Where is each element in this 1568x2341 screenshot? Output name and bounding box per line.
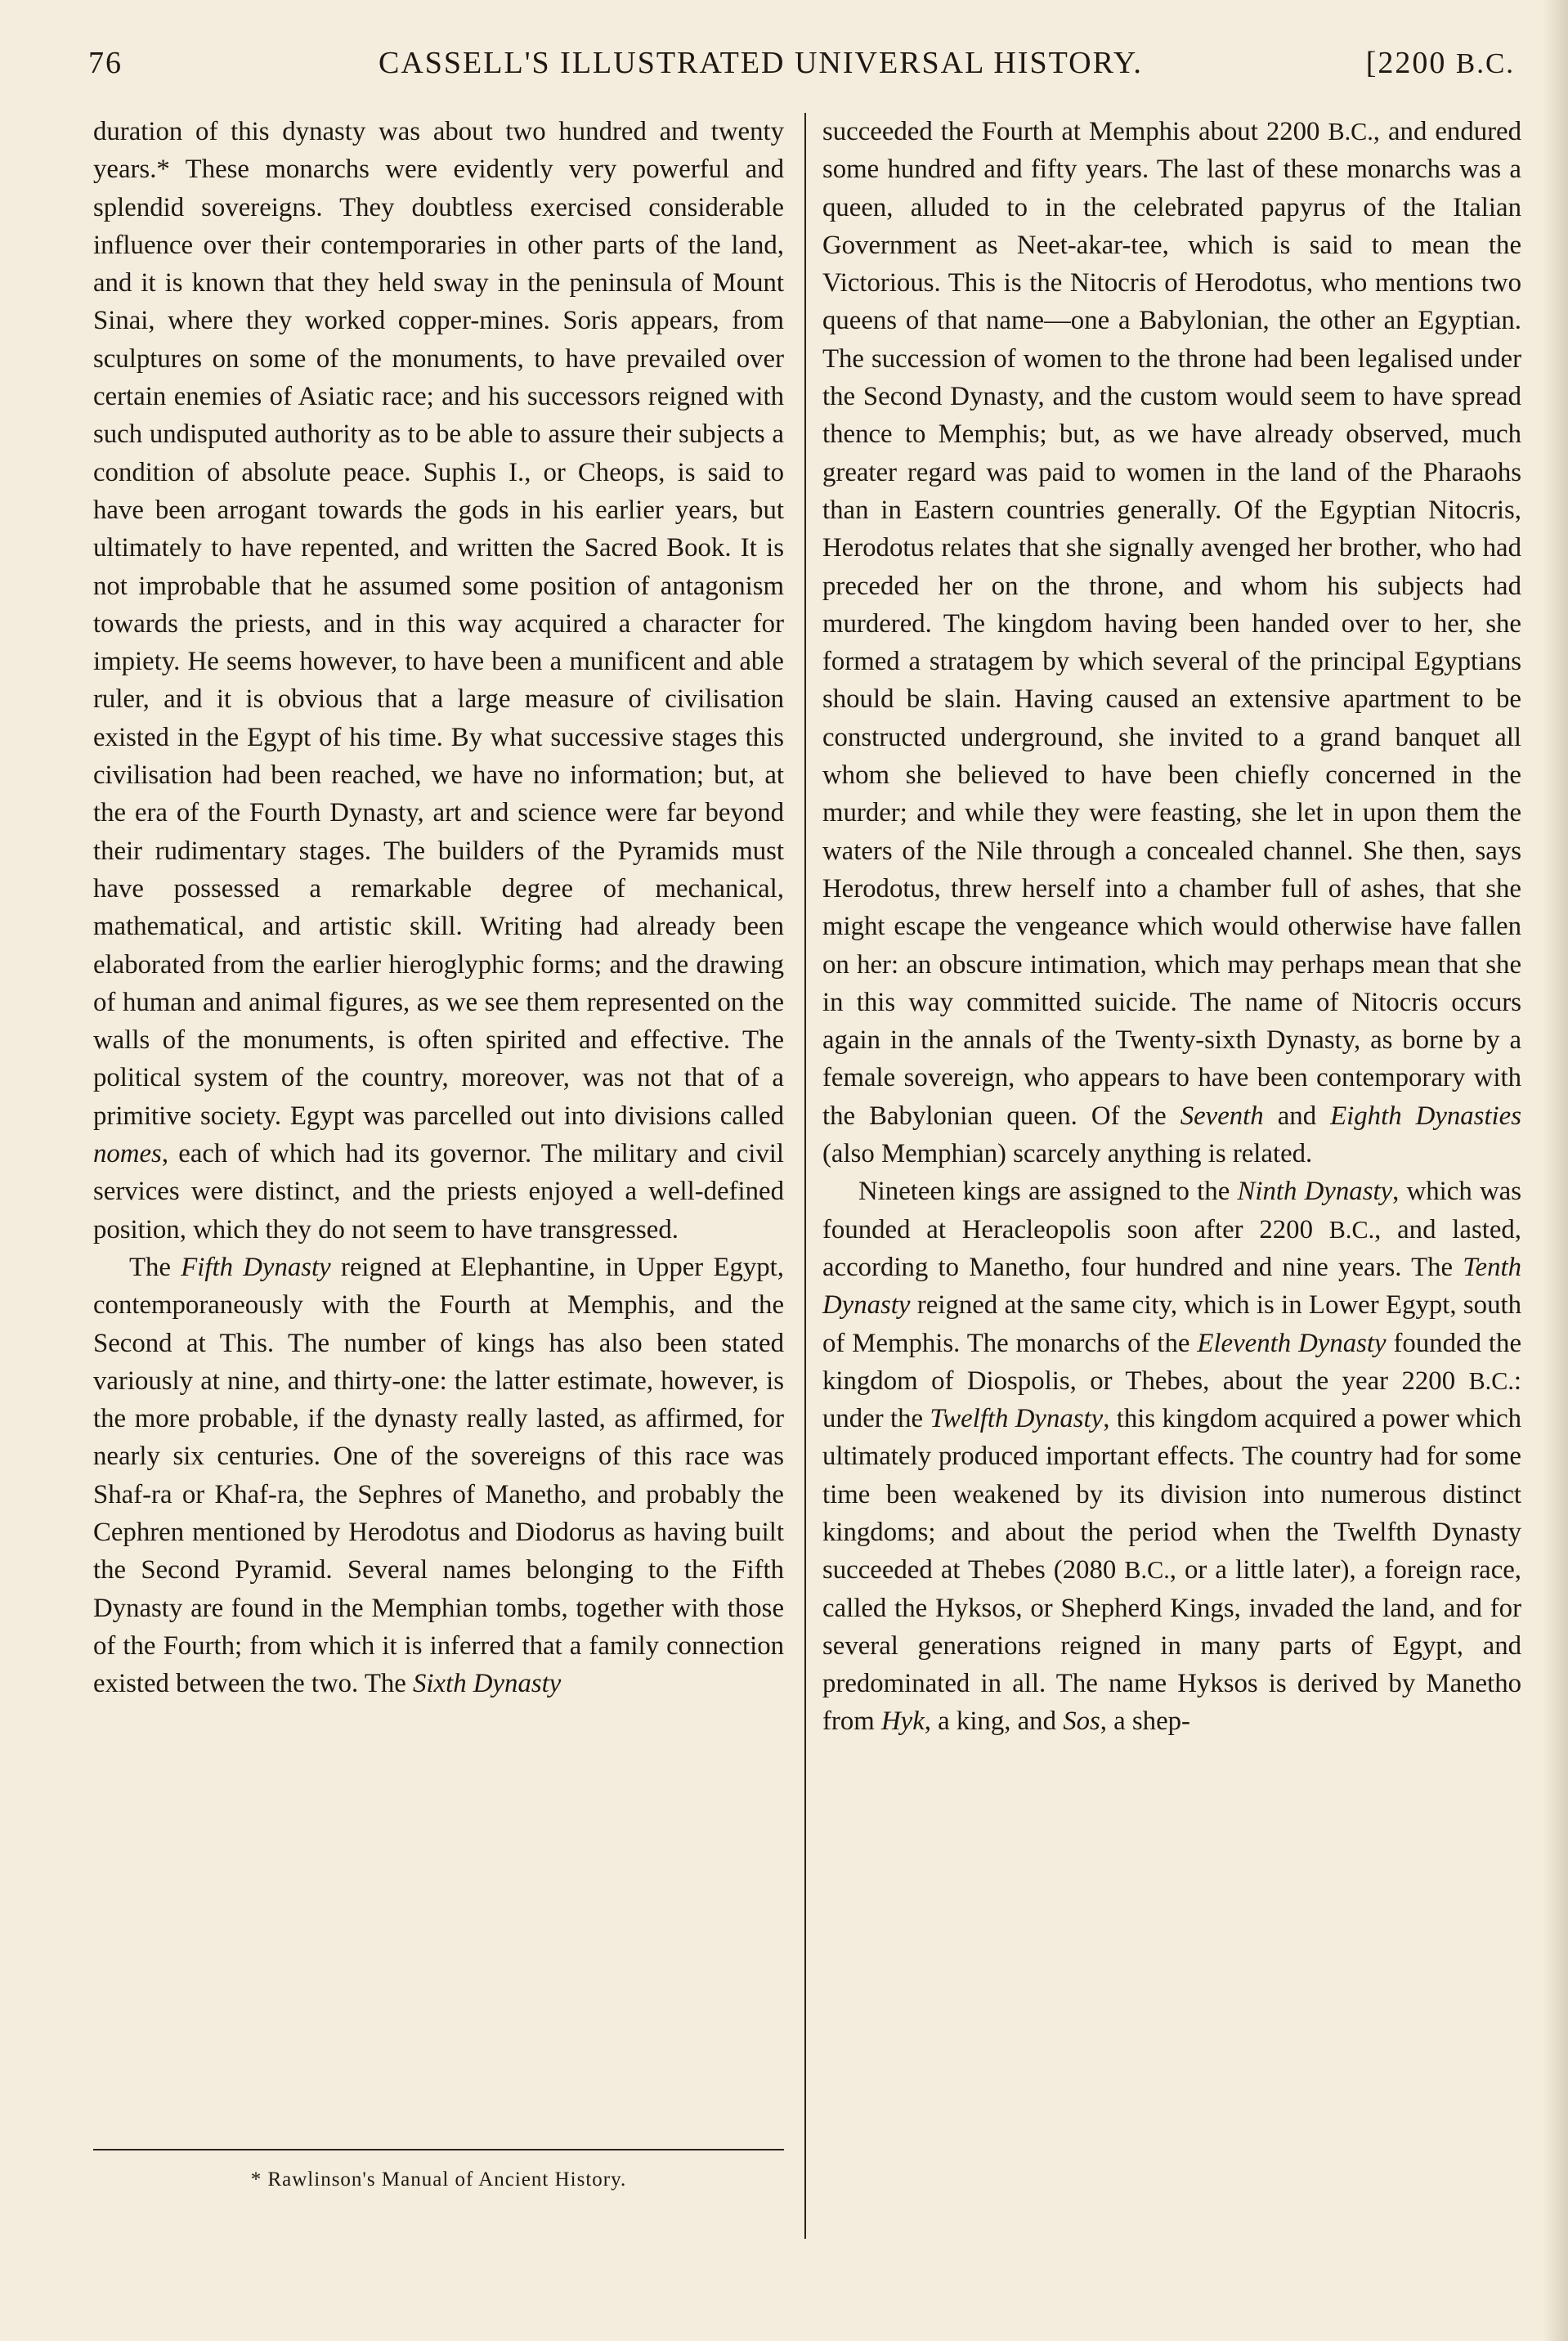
paragraph xyxy=(822,1173,1521,1740)
footnote: * Rawlinson's Manual of Ancient History. xyxy=(250,2168,627,2191)
era-abbr: B.C. xyxy=(1468,1366,1514,1395)
page-number: 76 xyxy=(88,46,123,80)
right-column xyxy=(822,113,1521,1741)
paragraph-text: , which was founded at Heracleopolis soon after 2200 xyxy=(822,1177,1521,1244)
era-abbr: B.C. xyxy=(1124,1556,1170,1585)
paragraph-text: duration of this dynasty was about two hundred and twenty years.* These monarchs were evidently very powerful and splendid sovereigns. They doubtless exercised considerable influence over their contemporaries in other parts of the land, and it is known that they held sway in the peninsula of Mount Sinai, where they worked copper-mines. Soris appears, from sculptures on some of the monuments, to have prevailed over certain enemies of Asiatic race; and his successors reigned with such undisputed authority as to be able to assure their subjects a condition of absolute peace. Suphis I., or Cheops, is said to have been arrogant towards the gods in his earlier years, but ultimately to have repented, and written the Sacred Book. It is not improbable that he assumed some position of antagonism towards the priests, and in this way acquired a character for impiety. He seems however, to have been a munificent and able ruler, and it is obvious that a large measure of civilisation existed in the Egypt of his time. By what successive stages this civilisation had been reached, we have no information; but, at the era of the Fourth Dynasty, art and science were far beyond their rudimentary stages. The builders of the Pyramids must have possessed a remarkable degree of mechanical, mathematical, and artistic skill. Writing had already been elaborated from the earlier hieroglyphic forms; and the drawing of human and animal figures, as we see them represented on the walls of the monuments, is often spirited and effective. The political system of the country, moreover, was not that of a primitive society. Egypt was parcelled out into divisions called xyxy=(93,117,784,1131)
paragraph-text: reigned at Elephantine, in Upper Egypt, contemporaneously with the Fourth at Memphis, and the Second at This. The number of kings has also been stated variously at nine, and thirty-one: the latter estimate, however, is the more probable, if the dynasty really lasted, as affirmed, for nearly six centuries. One of the sovereigns of this race was Shaf-ra or Khaf-ra, the Sephres of Manetho, and probably the Cephren mentioned by Herodotus and Diodorus as having built the Second Pyramid. Several names belonging to the Fifth Dynasty are found in the Memphian tombs, together with those of the Fourth; from which it is inferred that a family connection existed between the two. The xyxy=(93,1252,784,1699)
era-abbr: B.C. xyxy=(1328,1215,1375,1244)
italic-term: Eighth Dynasties xyxy=(1330,1101,1521,1131)
date-range xyxy=(1366,43,1515,84)
era-abbr: B.C. xyxy=(1328,118,1373,146)
paragraph xyxy=(93,1249,784,1703)
date-range-prefix: [2200 xyxy=(1365,46,1456,80)
paragraph-text: , a shep- xyxy=(1100,1706,1190,1737)
italic-term: Sixth Dynasty xyxy=(413,1669,562,1699)
paragraph-text: , a king, and xyxy=(924,1706,1064,1737)
paragraph-text: Nineteen kings are assigned to the xyxy=(858,1177,1238,1207)
date-range-era: B.C. xyxy=(1455,47,1515,79)
paragraph-text: , or a little later), a foreign race, called the Hyksos, or Shepherd Kings, invaded the land, and for several generations reigned in many parts of Egypt, and predominated in all. The name Hyksos is derived by Manetho from xyxy=(822,1555,1522,1737)
paragraph-text: succeeded the Fourth at Memphis about 2200 xyxy=(822,117,1328,146)
paragraph-text: founded the kingdom of Diospolis, or Thebes, about the year 2200 xyxy=(822,1328,1521,1396)
page-edge-shadow xyxy=(1543,0,1568,2341)
paragraph-text: reigned at the same city, which is in Lower Egypt, south of Memphis. The monarchs of the xyxy=(822,1290,1521,1358)
italic-term: Hyk xyxy=(880,1706,925,1737)
paragraph-text: , each of which had its governor. The military and civil services were distinct, and the priests enjoyed a well-defined position, which they do not seem to have transgressed. xyxy=(93,1139,784,1244)
paragraph-text: (also Memphian) scarcely anything is related. xyxy=(822,1139,1313,1169)
paragraph-text: , this kingdom acquired a power which ultimately produced important effects. The country had for some time been weakened by its division into numerous distinct kingdoms; and about the period when the Twelfth Dynasty succeeded at Thebes (2080 xyxy=(822,1404,1521,1585)
italic-term: Twelfth Dynasty xyxy=(930,1404,1104,1434)
footnote-rule xyxy=(93,2149,784,2150)
paragraph-text: , and endured some hundred and fifty years. The last of these monarchs was a queen, alluded to in the celebrated papyrus of the Italian Government as Neet-akar-tee, which is said to mean the Victorious. This is the Nitocris of Herodotus, who mentions two queens of that name—one a Babylonian, the other an Egyptian. The succession of women to the throne had been legalised under the Second Dynasty, and the custom would seem to have spread thence to Memphis; but, as we have already observed, much greater regard was paid to women in the land of the Pharaohs than in Eastern countries generally. Of the Egyptian Nitocris, Herodotus relates that she signally avenged her brother, who had preceded her on the throne, and whom his subjects had murdered. The kingdom having been handed over to her, she formed a stratagem by which several of the principal Egyptians should be slain. Having caused an extensive apartment to be constructed underground, she invited to a grand banquet all whom she believed to have been chiefly concerned in the murder; and while they were feasting, she let in upon them the waters of the Nile through a concealed channel. She then, says Herodotus, threw herself into a chamber full of ashes, that she might escape the vengeance which would otherwise have fallen on her: an obscure intimation, which may perhaps mean that she in this way committed suicide. The name of Nitocris occurs again in the annals of the Twenty-sixth Dynasty, as borne by a female sovereign, who appears to have been contemporary with the Babylonian queen. Of the xyxy=(822,117,1521,1131)
column-divider xyxy=(804,113,806,2239)
italic-term: Sos xyxy=(1063,1706,1100,1737)
italic-term: Ninth Dynasty xyxy=(1237,1177,1393,1207)
paragraph-text: The xyxy=(129,1252,181,1282)
paragraph-text: , and lasted, according to Manetho, four hundred and nine years. The xyxy=(822,1214,1521,1282)
italic-term: Seventh xyxy=(1180,1101,1264,1131)
book-title: CASSELL'S ILLUSTRATED UNIVERSAL HISTORY. xyxy=(379,46,1143,80)
paragraph-text: and xyxy=(1263,1101,1331,1131)
paragraph xyxy=(93,113,784,1249)
italic-term: Fifth Dynasty xyxy=(181,1252,331,1282)
italic-term: Tenth Dynasty xyxy=(822,1252,1521,1321)
paragraph xyxy=(822,113,1521,1173)
paragraph-text: : under the xyxy=(822,1366,1521,1434)
left-column xyxy=(93,113,784,1702)
running-header xyxy=(88,43,1515,83)
italic-term: nomes xyxy=(93,1139,162,1169)
italic-term: Eleventh Dynasty xyxy=(1197,1328,1387,1358)
